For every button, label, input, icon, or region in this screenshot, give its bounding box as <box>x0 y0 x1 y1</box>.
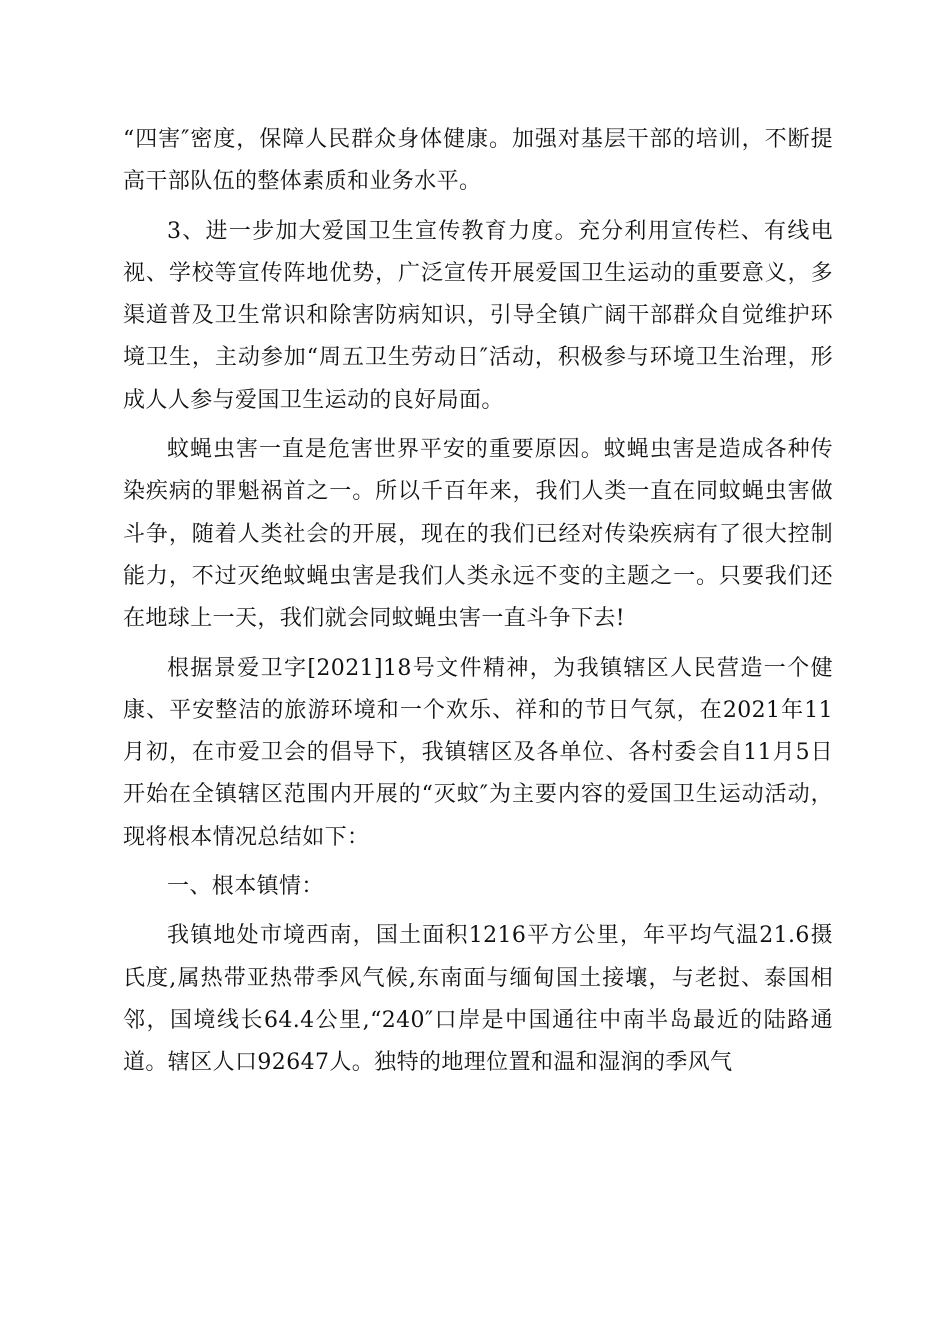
paragraph-1: “四害″密度，保障人民群众身体健康。加强对基层干部的培训，不断提高干部队伍的整体素质和业务水平。 <box>123 127 833 195</box>
paragraph-6: 我镇地处市境西南，国土面积1216平方公里，年平均气温21.6摄氏度,属热带亚热带季风气候,东南面与缅甸国土接壤，与老挝、泰国相邻，国境线长64.4公里,“240″口岸是中国通往中南半岛最近的陆路通道。辖区人口92647人。独特的地理位置和温和湿润的季风气 <box>123 923 833 1076</box>
paragraph-2: 3、进一步加大爱国卫生宣传教育力度。充分利用宣传栏、有线电视、学校等宣传阵地优势，广泛宣传开展爱国卫生运动的重要意义，多渠道普及卫生常识和除害防病知识，引导全镇广阔干部群众自觉维护环境卫生，主动参加“周五卫生劳动日″活动，积极参与环境卫生治理，形成人人参与爱国卫生运动的良好局面。 <box>123 218 833 413</box>
paragraph-4: 根据景爱卫字[2021]18号文件精神，为我镇辖区人民营造一个健康、平安整洁的旅游环境和一个欢乐、祥和的节日气氛，在2021年11月初，在市爱卫会的倡导下，我镇辖区及各单位、各村委会自11月5日开始在全镇辖区范围内开展的“灭蚊″为主要内容的爱国卫生运动活动，现将根本情况总结如下： <box>123 655 833 850</box>
paragraph-3: 蚊蝇虫害一直是危害世界平安的重要原因。蚊蝇虫害是造成各种传染疾病的罪魁祸首之一。所以千百年来，我们人类一直在同蚊蝇虫害做斗争，随着人类社会的开展，现在的我们已经对传染疾病有了很大控制能力，不过灭绝蚊蝇虫害是我们人类永远不变的主题之一。只要我们还在地球上一天，我们就会同蚊蝇虫害一直斗争下去! <box>123 437 833 632</box>
paragraph-5-section-heading: 一、根本镇情： <box>167 874 324 900</box>
document-body <box>123 119 833 1092</box>
